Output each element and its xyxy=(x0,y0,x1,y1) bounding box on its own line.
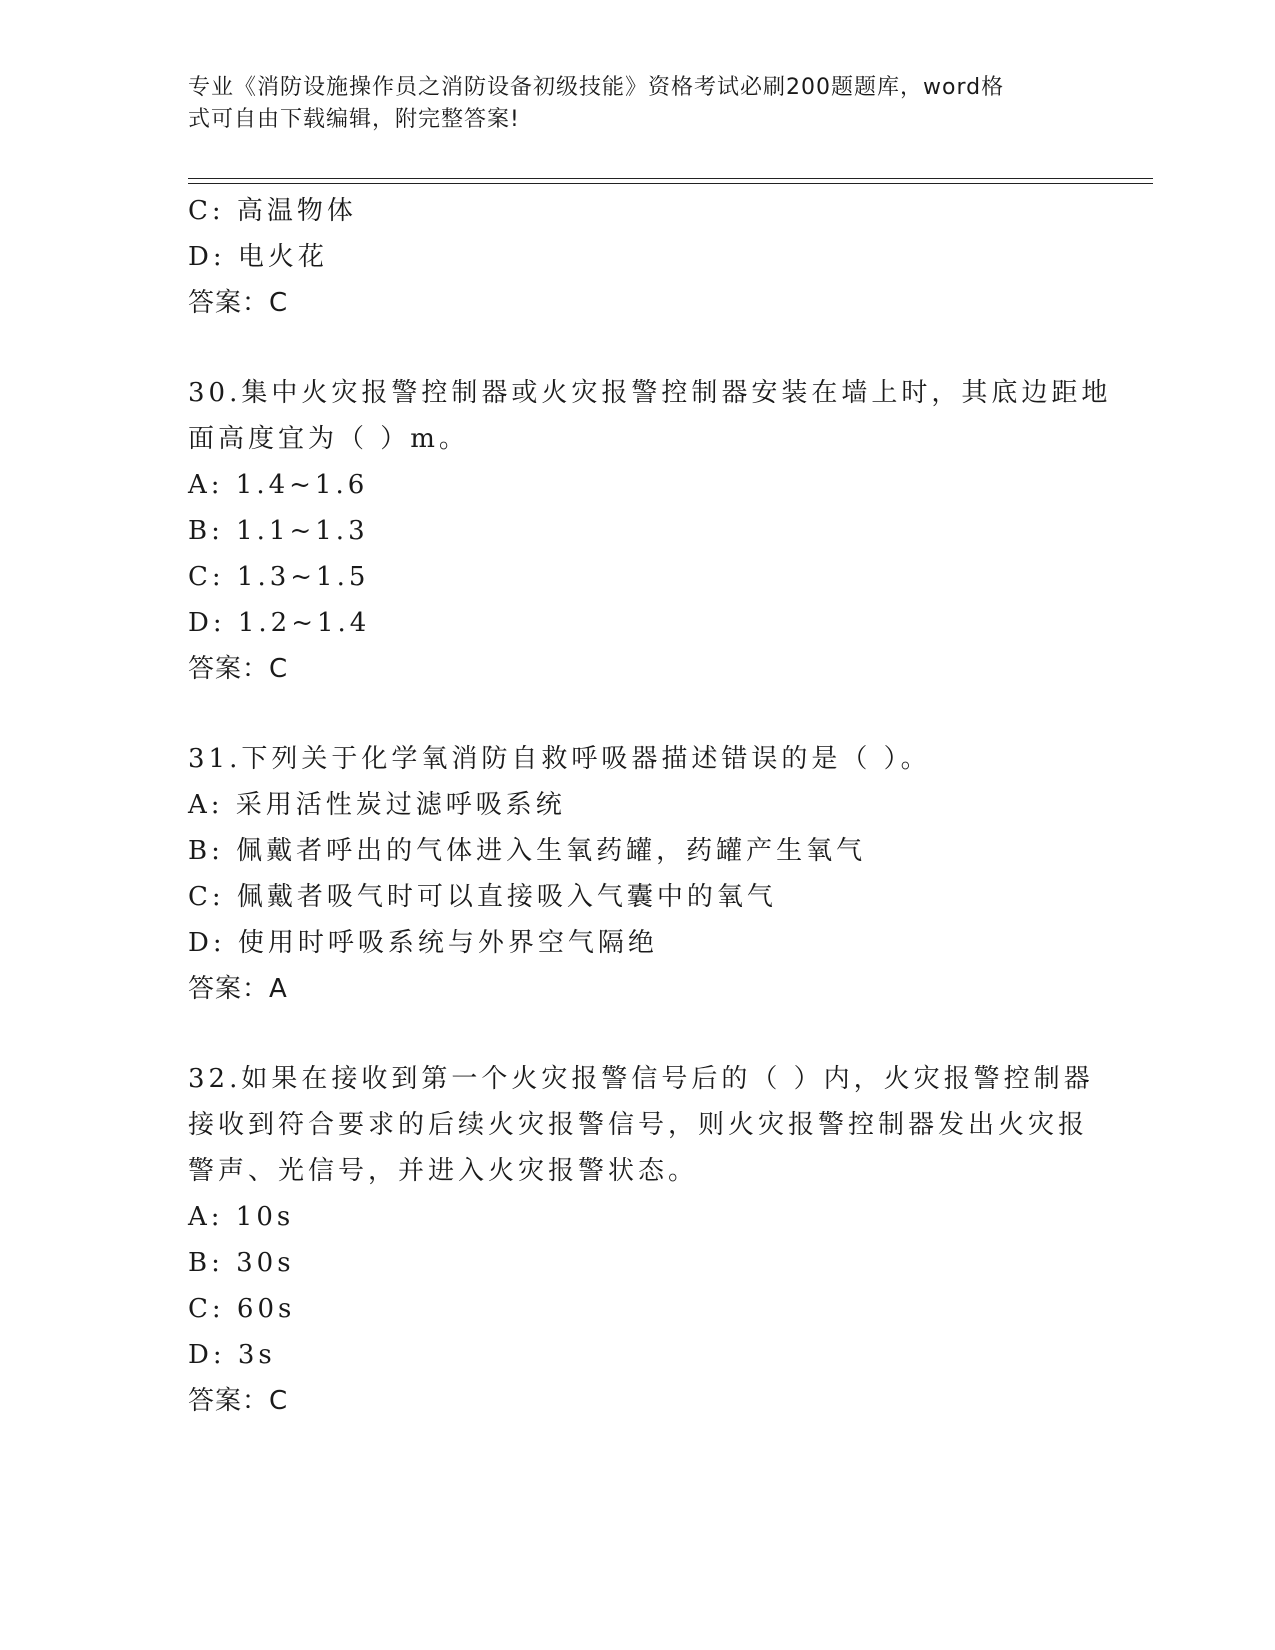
question-stem: 警声、光信号，并进入火灾报警状态。 xyxy=(188,1156,699,1186)
header-divider-bottom xyxy=(188,183,1153,184)
option-d: D: 电火花 xyxy=(188,242,328,272)
option-d: D: 使用时呼吸系统与外界空气隔绝 xyxy=(188,928,658,958)
question-block-30 xyxy=(188,370,1112,692)
option-b: B: 1.1~1.3 xyxy=(188,516,369,546)
option-b: B: 佩戴者呼出的气体进入生氧药罐，药罐产生氧气 xyxy=(188,836,867,866)
question-list xyxy=(188,188,1112,1424)
spacer xyxy=(188,1012,1088,1056)
answer-line: 答案：A xyxy=(188,974,288,1004)
option-a: A: 采用活性炭过滤呼吸系统 xyxy=(188,790,566,820)
spacer xyxy=(188,326,1088,370)
option-b: B: 30s xyxy=(188,1248,295,1278)
header-divider-top xyxy=(188,178,1153,179)
question-stem: 面高度宜为（ ）m。 xyxy=(188,424,469,454)
question-block-31 xyxy=(188,736,1088,1012)
question-stem: 31.下列关于化学氧消防自救呼吸器描述错误的是（ ）。 xyxy=(188,744,931,774)
option-c: C: 高温物体 xyxy=(188,196,357,226)
option-c: C: 佩戴者吸气时可以直接吸入气囊中的氧气 xyxy=(188,882,777,912)
question-block-32 xyxy=(188,1056,1094,1424)
option-c: C: 1.3~1.5 xyxy=(188,562,370,592)
question-stem: 32.如果在接收到第一个火灾报警信号后的（ ）内，火灾报警控制器 xyxy=(188,1064,1094,1094)
spacer xyxy=(188,692,1088,736)
header-line-2: 式可自由下载编辑，附完整答案! xyxy=(188,107,520,132)
question-stem: 30.集中火灾报警控制器或火灾报警控制器安装在墙上时，其底边距地 xyxy=(188,378,1112,408)
option-a: A: 1.4~1.6 xyxy=(188,470,369,500)
answer-line: 答案：C xyxy=(188,654,289,684)
option-c: C: 60s xyxy=(188,1294,296,1324)
option-d: D: 3s xyxy=(188,1340,276,1370)
question-stem: 接收到符合要求的后续火灾报警信号，则火灾报警控制器发出火灾报 xyxy=(188,1110,1089,1140)
option-a: A: 10s xyxy=(188,1202,295,1232)
option-d: D: 1.2~1.4 xyxy=(188,608,371,638)
answer-line: 答案：C xyxy=(188,1386,289,1416)
question-block-prev xyxy=(188,188,1088,326)
document-header xyxy=(188,72,1068,136)
answer-line: 答案：C xyxy=(188,288,289,318)
header-line-1: 专业《消防设施操作员之消防设备初级技能》资格考试必刷200题题库，word格 xyxy=(188,75,1005,100)
